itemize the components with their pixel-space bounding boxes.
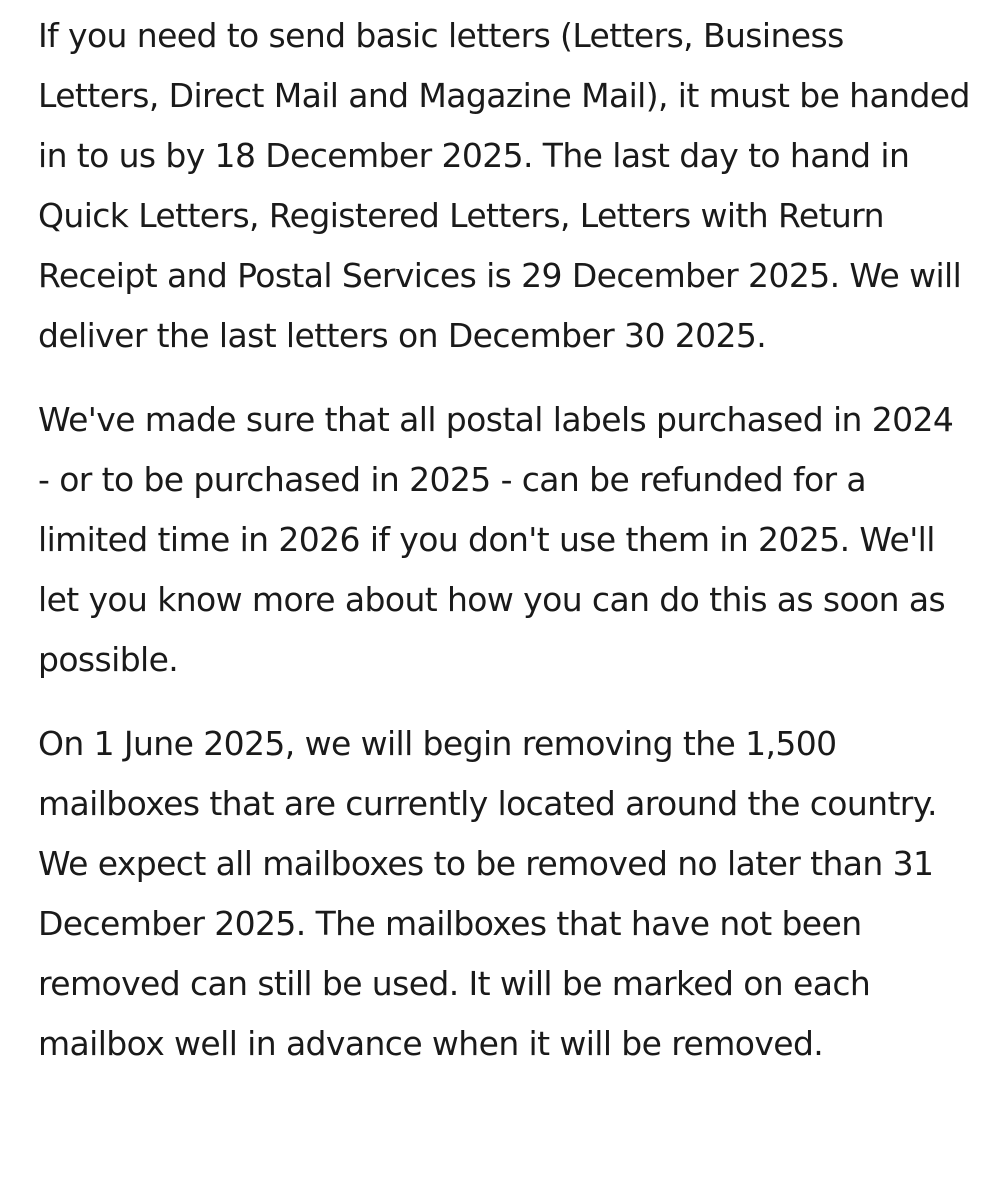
paragraph-mailbox-removal: On 1 June 2025, we will begin removing the 1,500 mailboxes that are currently located around the country. We expect all mailboxes to be removed no later than 31 December 2025. The mailboxes that have not been removed can still be used. It will be marked on each mailbox well in advance when it will be removed. bbox=[38, 724, 937, 1063]
paragraph-postal-label-refunds: We've made sure that all postal labels purchased in 2024 - or to be purchased in 2025 - can be refunded for a limited time in 2026 if you don't use them in 2025. We'll let you know more about how you can do this as soon as possible. bbox=[38, 400, 954, 679]
paragraph-letter-deadlines: If you need to send basic letters (Letters, Business Letters, Direct Mail and Magazine Mail), it must be handed in to us by 18 December 2025. The last day to hand in Quick Letters, Registered Letters, Letters with Return Receipt and Postal Services is 29 December 2025. We will deliver the last letters on December 30 2025. bbox=[38, 16, 970, 355]
